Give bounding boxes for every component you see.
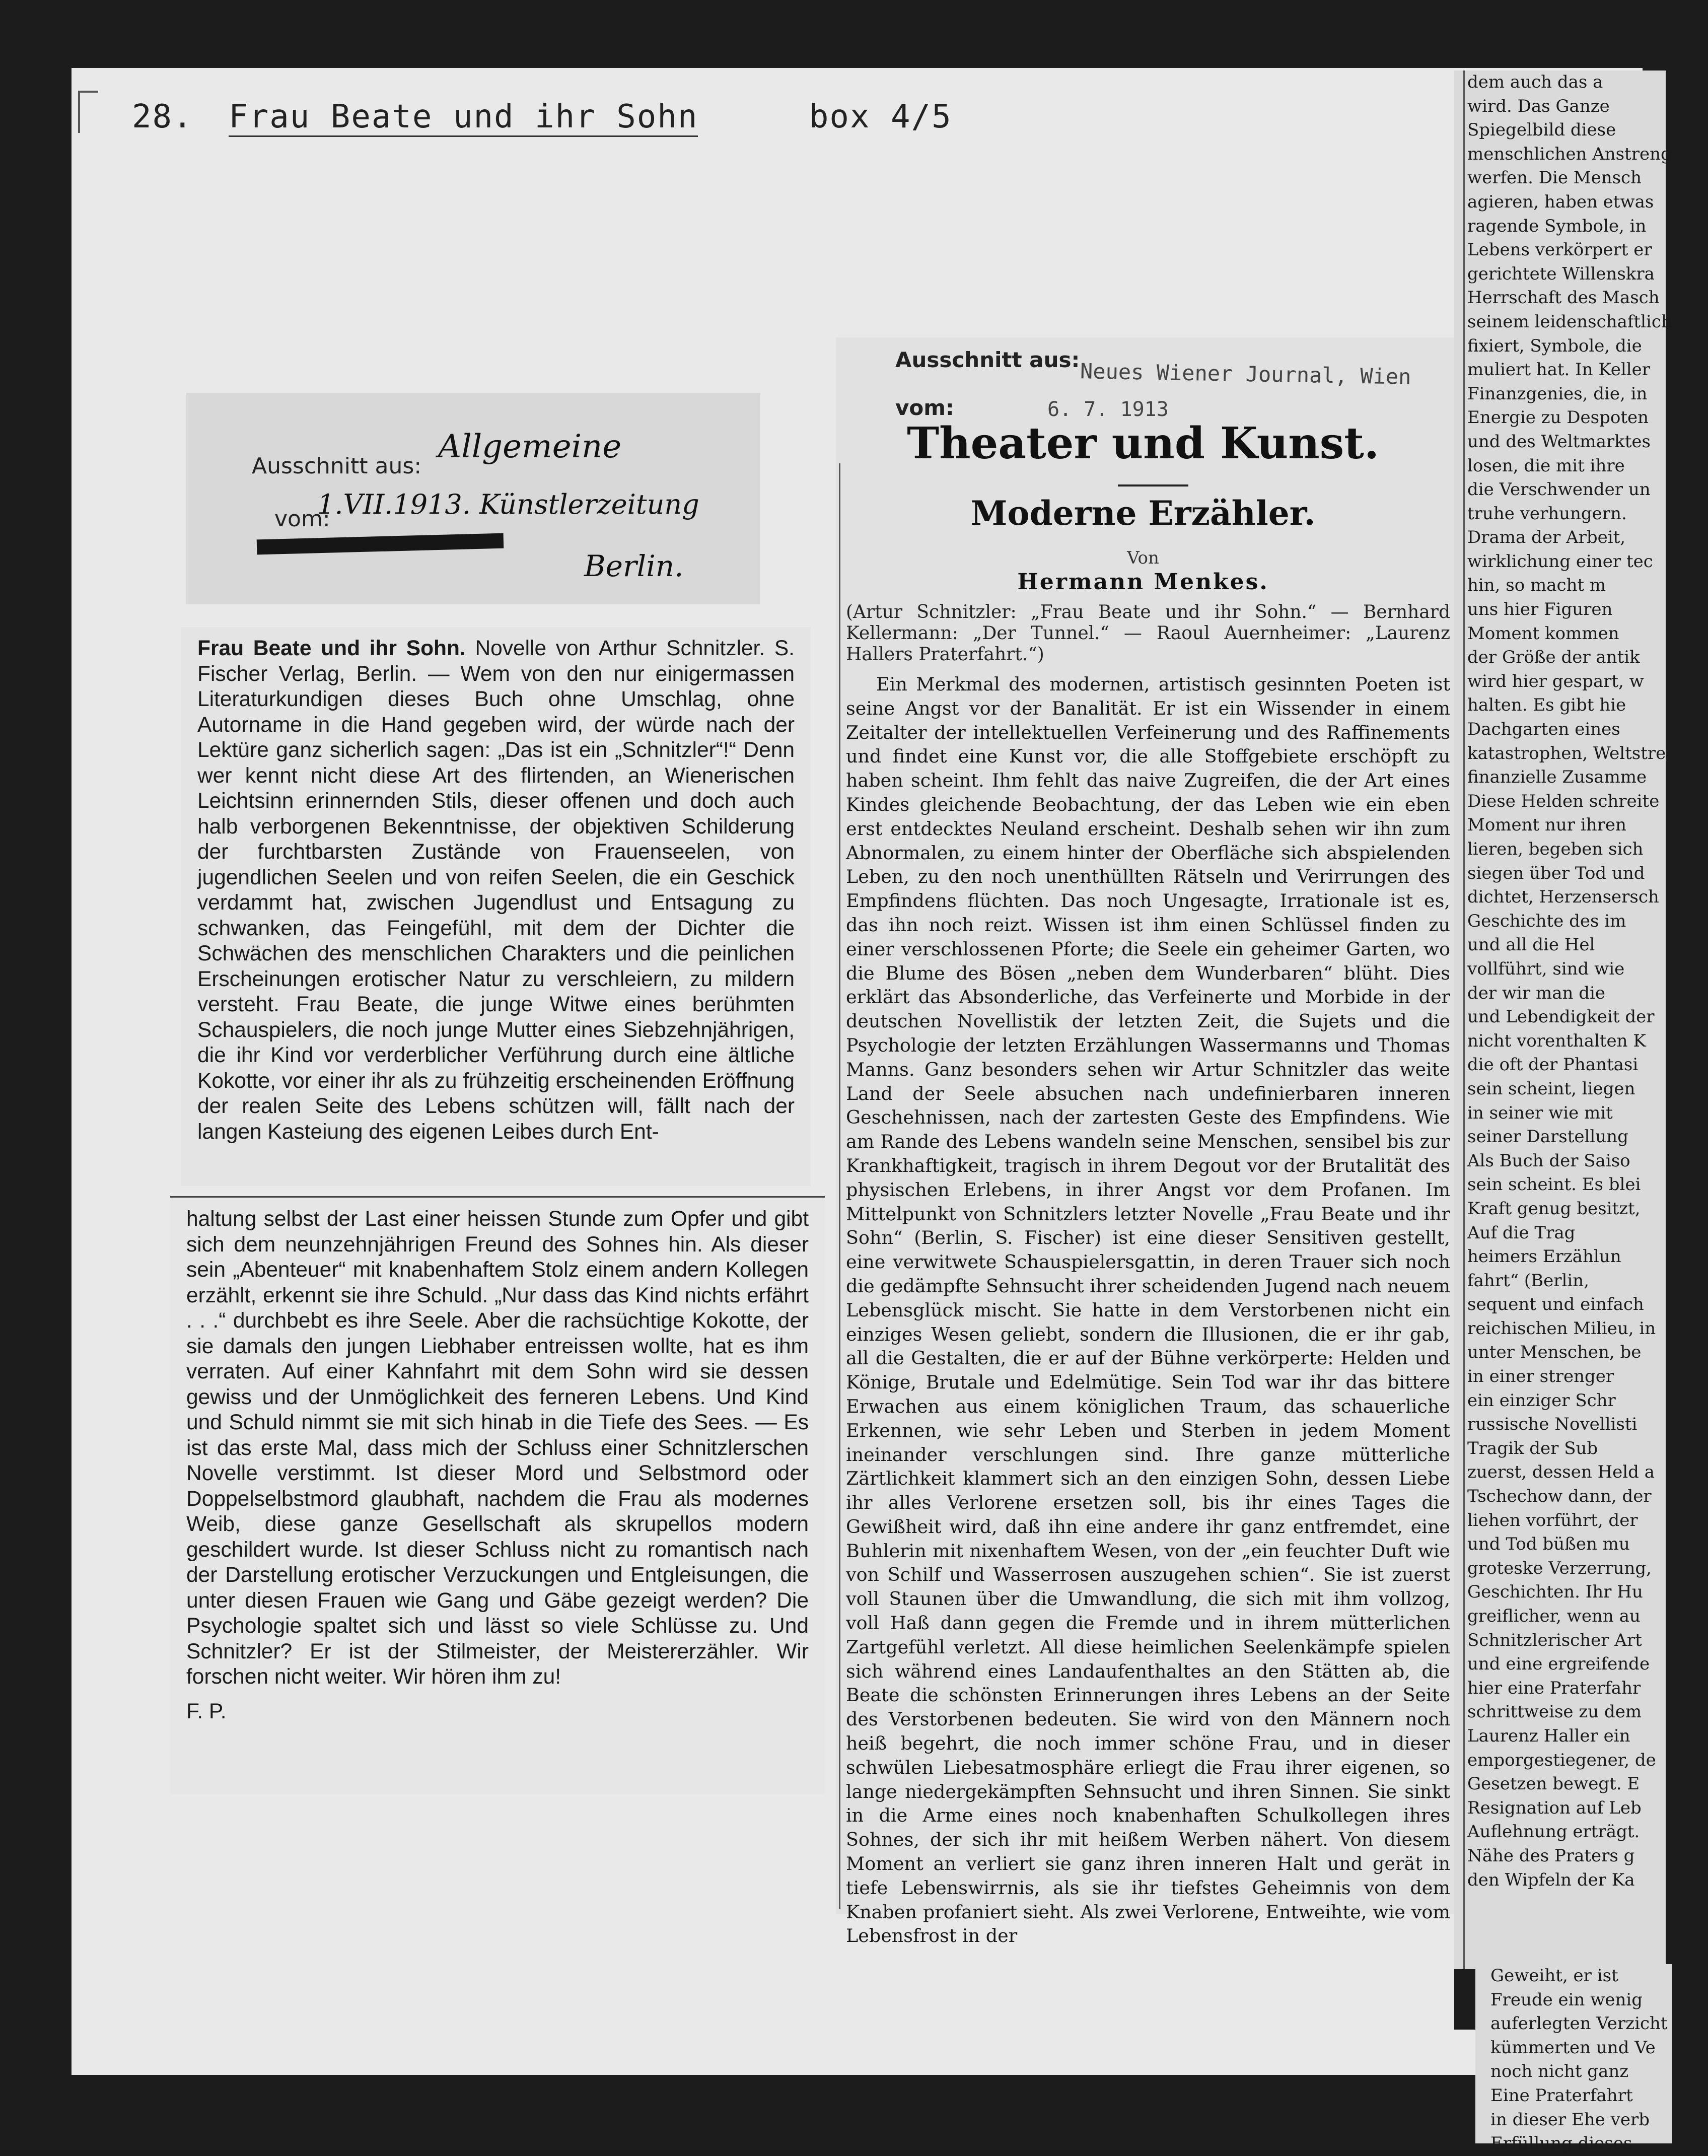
strip-line: Schnitzlerischer Art [1467,1630,1642,1650]
strip-line: der Größe der antik [1467,647,1640,668]
mid-stamp-date: 6. 7. 1913 [1047,398,1169,421]
strip-line: agieren, haben etwas [1467,191,1654,212]
strip-line: gerichtete Willenskra [1467,263,1655,284]
strip-line-bottom: auferlegten Verzicht [1490,2013,1668,2034]
strip-rule [1463,71,1465,1969]
left-article-part-1 [181,627,811,1186]
left-article-signature: F. P. [186,1699,227,1723]
strip-line: reichischen Milieu, in [1467,1318,1656,1339]
strip-line: nicht vorenthalten K [1467,1030,1646,1051]
strip-line: zuerst, dessen Held a [1467,1462,1655,1483]
strip-line: lieren, begeben sich [1467,839,1644,859]
strip-line: menschlichen Anstreng [1467,144,1672,164]
strip-line: Auflehnung erträgt. [1467,1822,1640,1842]
strip-line-bottom: Eine Praterfahrt [1490,2085,1633,2106]
strip-line: fahrt“ (Berlin, [1467,1270,1589,1291]
stamp-handwritten-city: Berlin. [584,549,684,583]
strip-line: Herrschaft des Masch [1467,288,1660,308]
left-article-text-1 [181,627,811,1145]
strip-line: halten. Es gibt hie [1467,695,1626,716]
strip-line: Spiegelbild diese [1467,120,1616,141]
article-title: Moderne Erzähler. [970,494,1316,533]
strip-line-bottom: in dieser Ehe verb [1490,2109,1650,2130]
strip-line: Drama der Arbeit, [1467,527,1626,548]
strip-line: unter Menschen, be [1467,1342,1642,1363]
strip-line: uns hier Figuren [1467,599,1613,620]
strip-line: schrittweise zu dem [1467,1702,1642,1722]
strip-line: werfen. Die Mensch [1467,168,1642,188]
strip-lines [1467,71,1672,1892]
strip-line: vollführt, sind wie [1467,958,1625,979]
stamp-label-date: vom: [274,506,330,532]
strip-line-bottom: Geweiht, er ist [1490,1966,1618,1986]
stamp-handwritten-date: 1.VII.1913. Künstlerzeitung [317,489,699,520]
left-article-body-2: haltung selbst der Last einer heissen Stunde zum Opfer und gibt sich dem neunzehnjährigen Freund des Sohnes hin. Als dieser sein „Abenteuer“ mit knabenhaftem Stolz einem andern Kollegen erzählt, erkennt sie ihre Schuld. „Nur dass das Kind nichts erfährt . . .“ durchbebt es ihre Seele. Aber die rachsüchtige Kokotte, der sie damals den jungen Liebhaber entreissen wollte, hat es ihm verraten. Auf einer Kahnfahrt mit dem Sohn wird sie dessen gewiss und der Unmöglichkeit des ferneren Lebens. Und Kind und Schuld nimmt sie mit sich hinab in die Tiefe des Sees. — Es ist das erste Mal, dass mich der Schluss einer Schnitzlerschen Novelle verstimmt. Ist dieser Mord und Selbstmord oder Doppelselbstmord glaubhaft, nachdem die Frau als modernes Weib, diese ganze Gesellschaft als skrupellos modern geschildert wurde. Ist dieser Schluss nicht zu romantisch nach der Darstellung erotischer Verzuckungen und Entgleisungen, die unter diesen Frauen wie Gang und Gäbe gezeigt werden? Die Psychologie spaltet sich und lässt so viele Schlüsse zu. Und Schnitzler? Er ist der Stilmeister, der Meistererzähler. Wir forschen nicht weiter. Wir hören ihm zu! [186,1207,809,1689]
column-rule [839,463,840,1909]
strip-line: Als Buch der Saiso [1467,1150,1630,1171]
strip-line: fixiert, Symbole, die [1467,335,1642,356]
stamp-ink-bar [257,533,504,555]
mid-stamp-label-date: vom: [895,395,954,420]
strip-line: losen, die mit ihre [1467,455,1625,476]
strip-line-bottom: kümmerten und Ve [1490,2037,1656,2058]
strip-line: Energie zu Despoten [1467,407,1649,428]
strip-line: Gesetzen bewegt. E [1467,1774,1640,1794]
left-article-body-1: Novelle von Arthur Schnitzler. S. Fischer Verlag, Berlin. — Wem von den nur einigermassen Literaturkundigen dieses Buch ohne Umschlag, ohne Autorname in die Hand gegeben wird, der würde nach der Lektüre ganz sicherlich sagen: „Das ist ein „Schnitzler“!“ Denn wer kennt nicht diese Art des flirtenden, an Wienerischen Leichtsinn erinnernden Stils, dieser offenen und doch auch halb verborgenen Bekenntnisse, der objektiven Schilderung der furchtbarsten Zustände von Frauenseelen, von jugendlichen Seelen und von reifen Seelen, die ein Geschick verdammt hat, zwischen Jugendlust und Entsagung zu schwanken, das Feingefühl, mit dem der Dichter die Schwächen des menschlichen Charakters und die peinlichen Erscheinungen erotischer Natur zu verschleiern, zu mildern versteht. Frau Beate, die junge Witwe eines berühmten Schauspielers, die noch junge Mutter eines Siebzehnjährigen, die ihr Kind vor verderblicher Verführung durch eine ältliche Kokotte, vor einer ihr als zu frühzeitig erscheinenden Eröffnung der realen Seite des Lebens schützen will, fällt nach der langen Kasteiung des eigenen Leibes durch Ent- [197,637,795,1144]
strip-line: dem auch das a [1467,72,1603,92]
stamp-handwritten-source: Allgemeine [438,428,622,465]
strip-line: Tragik der Sub [1467,1438,1598,1458]
left-clipping-stamp [186,393,760,604]
strip-line: und Lebendigkeit der [1467,1007,1655,1027]
strip-line: Moment nur ihren [1467,815,1626,836]
article-body-text: Ein Merkmal des modernen, artistisch gesinnten Poeten ist seine Angst vor der Banalität. Er ist ein Wissender in einem Zeitalter der intellektuellen Verfeinerung und des Raffinements und findet eine Kunst vor, die alle Stoffgebiete erschöpft zu haben scheint. Ihm fehlt das naive Zugreifen, die der Art eines Kindes gleichende Beobachtung, der das Leben wie ein eben erst entdecktes Neuland erscheint. Deshalb sehen wir ihn zum Abnormalen, zu einem hinter der Oberfläche sich abspielenden Leben, zu den noch unenthüllten Rätseln und Verirrungen des Empfindens flüchten. Das noch Ungesagte, Irrationale ist es, das ihn noch reizt. Wissen ist ihm einen Schlüssel finden zu einer verschlossenen Pforte; die Seele ein geheimer Garten, wo die Blume des Bösen „neben dem Wunderbaren“ blüht. Dies erklärt das Absonderliche, das Verfeinerte und Morbide in der deutschen Novellistik der letzten Zeit, die Sujets und die Psychologie der letzten Erzählungen Wassermanns und Thomas Manns. Ganz besonders sehen wir Artur Schnitzler das weite Land der Seele absuchen nach undefinierbaren inneren Geschehnissen, nach der zartesten Geste des Empfindens. Wie am Rande des Lebens wandeln seine Menschen, sensibel bis zur Krankhaftigkeit, tragisch in ihrem Degout vor der Brutalität des physischen Erlebens, in ihrer Angst vor dem Profanen. Im Mittelpunkt von Schnitzlers letzter Novelle „Frau Beate und ihr Sohn“ (Berlin, S. Fischer) ist eine dieser Sensitiven gestellt, eine verwitwete Schauspielersgattin, in deren Trauer sich noch die gedämpfte Sehnsucht ihrer scheidenden Jugend nach neuem Lebensglück mischt. Sie hatte in dem Verstorbenen nicht ein einziges Wesen geliebt, sondern die Illusionen, die er ihr gab, all die Gestalten, die er auf der Bühne verkörperte: Helden und Könige, Brutale und Edelmütige. Sein Tod war ihr das bittere Erwachen aus einem königlichen Traum, das schauerliche Erkennen, wie sehr Leben und Sterben in jedem Moment ineinander verschlungen sind. Ihre ganze mütterliche Zärtlichkeit klammert sich an den einzigen Sohn, dessen Liebe ihr alles Verlorene ersetzen soll, bis ihr eines Tages die Gewißheit wird, daß ihn eine andere ihr ganz entfremdet, eine Buhlerin mit nixenhaftem Wesen, von der „ein feuchter Duft wie von Schilf und Wasserrosen auszugehen schien“. Sie ist zuerst voll Staunen über die Umwandlung, die sich mit ihm vollzog, voll Haß dann gegen die Fremde und in ihrem mütterlichen Zartgefühl verletzt. All diese heimlichen Seelenkämpfe spielen sich während eines Landaufenthaltes an den Stätten ab, die Beate die schönsten Erinnerungen ihres Lebens an der Seite des Verstorbenen bedeuten. Sie wird von den Männern noch heiß begehrt, die noch immer schöne Frau, und in dieser schwülen Liebesatmosphäre erliegt die Frau ihrer eigenen, so lange niedergekämpften Sehnsucht und ihren Sinnen. Sie sinkt in die Arme eines noch knabenhaften Schulkollegen ihres Sohnes, der sich ihr mit heißem Werben nähert. Von diesem Moment an verliert sie ganz ihren inneren Halt und gerät in tiefe Lebenswirrnis, als sie ihr tiefstes Geheimnis von dem Knaben profaniert sieht. Als zwei Verlorene, Entweihte, wie vom Lebensfrost in der [846,673,1450,1947]
strip-line: und eine ergreifende [1467,1654,1650,1675]
strip-line: Diese Helden schreite [1467,791,1660,811]
strip-line: wird. Das Ganze [1467,96,1610,116]
strip-line: der wir man die [1467,983,1605,1003]
strip-line: truhe verhungern. [1467,503,1627,524]
strip-line: Moment kommen [1467,623,1619,644]
strip-line: wirklichung einer tec [1467,551,1653,572]
folder-title: Frau Beate und ihr Sohn [229,98,698,137]
strip-line: und Tod büßen mu [1467,1534,1630,1555]
left-article-title: Frau Beate und ihr Sohn. [197,637,466,660]
strip-line: und all die Hel [1467,935,1595,955]
strip-line: muliert hat. In Keller [1467,360,1651,380]
byline-von: Von [1127,548,1159,568]
strip-line: finanzielle Zusamme [1467,767,1647,788]
strip-line: heimers Erzählun [1467,1246,1621,1267]
strip-line: ragende Symbole, in [1467,216,1647,236]
strip-line: greiflicher, wenn au [1467,1606,1641,1626]
strip-line: wird hier gespart, w [1467,671,1644,691]
strip-line: groteske Verzerrung, [1467,1558,1652,1578]
strip-line: und des Weltmarktes [1467,431,1651,452]
strip-line: sein scheint, liegen [1467,1078,1635,1099]
corner-mark [78,91,98,133]
strip-line-bottom: Erfüllung dieses [1490,2133,1632,2154]
strip-line: seiner Darstellung [1467,1127,1628,1147]
strip-line: hin, so macht m [1467,575,1606,596]
strip-line: emporgestiegener, de [1467,1750,1656,1770]
strip-line: ein einziger Schr [1467,1390,1616,1411]
strip-line: Finanzgenies, die, in [1467,383,1648,404]
mid-stamp-source: Neues Wiener Journal, Wien [1080,359,1411,389]
left-article-part-2 [170,1196,825,1794]
strip-line: Tschechow dann, der [1467,1486,1652,1507]
strip-line: Laurenz Haller ein [1467,1725,1630,1746]
mid-stamp-label-from: Ausschnitt aus: [895,347,1080,372]
strip-line: liehen vorführt, der [1467,1510,1638,1531]
strip-line: Resignation auf Leb [1467,1797,1642,1818]
strip-line-bottom: noch nicht ganz [1490,2061,1629,2082]
folder-header [132,98,952,144]
article-body [846,672,1450,1948]
strip-line: siegen über Tod und [1467,863,1645,883]
box-number: box 4/5 [809,98,952,135]
article-subtitle: (Artur Schnitzler: „Frau Beate und ihr Sohn.“ — Bernhard Kellermann: „Der Tunnel.“ — Raoul Auernheimer: „Laurenz Hallers Praterfahrt.“) [846,602,1450,665]
strip-line: russische Novellisti [1467,1414,1638,1435]
strip-line-bottom: Freude ein wenig [1490,1989,1643,2010]
right-clipping-strip-bottom [1475,1964,1672,2154]
strip-line: in einer strenger [1467,1366,1614,1387]
strip-line: seinem leidenschaftlich [1467,311,1672,332]
strip-line: Kraft genug besitzt, [1467,1198,1641,1219]
section-heading: Theater und Kunst. [907,418,1379,469]
middle-clipping [836,337,1470,1947]
strip-line: Geschichte des im [1467,911,1626,931]
strip-line: katastrophen, Weltstre [1467,743,1666,763]
heading-divider [1118,484,1188,486]
strip-line: den Wipfeln der Ka [1467,1869,1635,1890]
strip-line: dichtet, Herzensersch [1467,887,1659,908]
strip-line: Geschichten. Ihr Hu [1467,1582,1643,1603]
strip-line: sequent und einfach [1467,1294,1644,1315]
strip-line: Dachgarten eines [1467,719,1620,740]
strip-line: die oft der Phantasi [1467,1055,1639,1075]
strip-line: hier eine Praterfahr [1467,1678,1641,1698]
article-author: Hermann Menkes. [1017,569,1269,595]
right-clipping-strip [1454,71,1672,2009]
strip-line: sein scheint. Es blei [1467,1174,1641,1195]
strip-line: Auf die Trag [1467,1222,1576,1243]
strip-line: Lebens verkörpert er [1467,240,1652,260]
strip-line: Nähe des Praters g [1467,1845,1635,1866]
strip-line: in seiner wie mit [1467,1102,1613,1123]
folder-number: 28. [132,98,193,135]
stamp-label-from: Ausschnitt aus: [252,453,422,479]
strip-line: die Verschwender un [1467,479,1651,500]
